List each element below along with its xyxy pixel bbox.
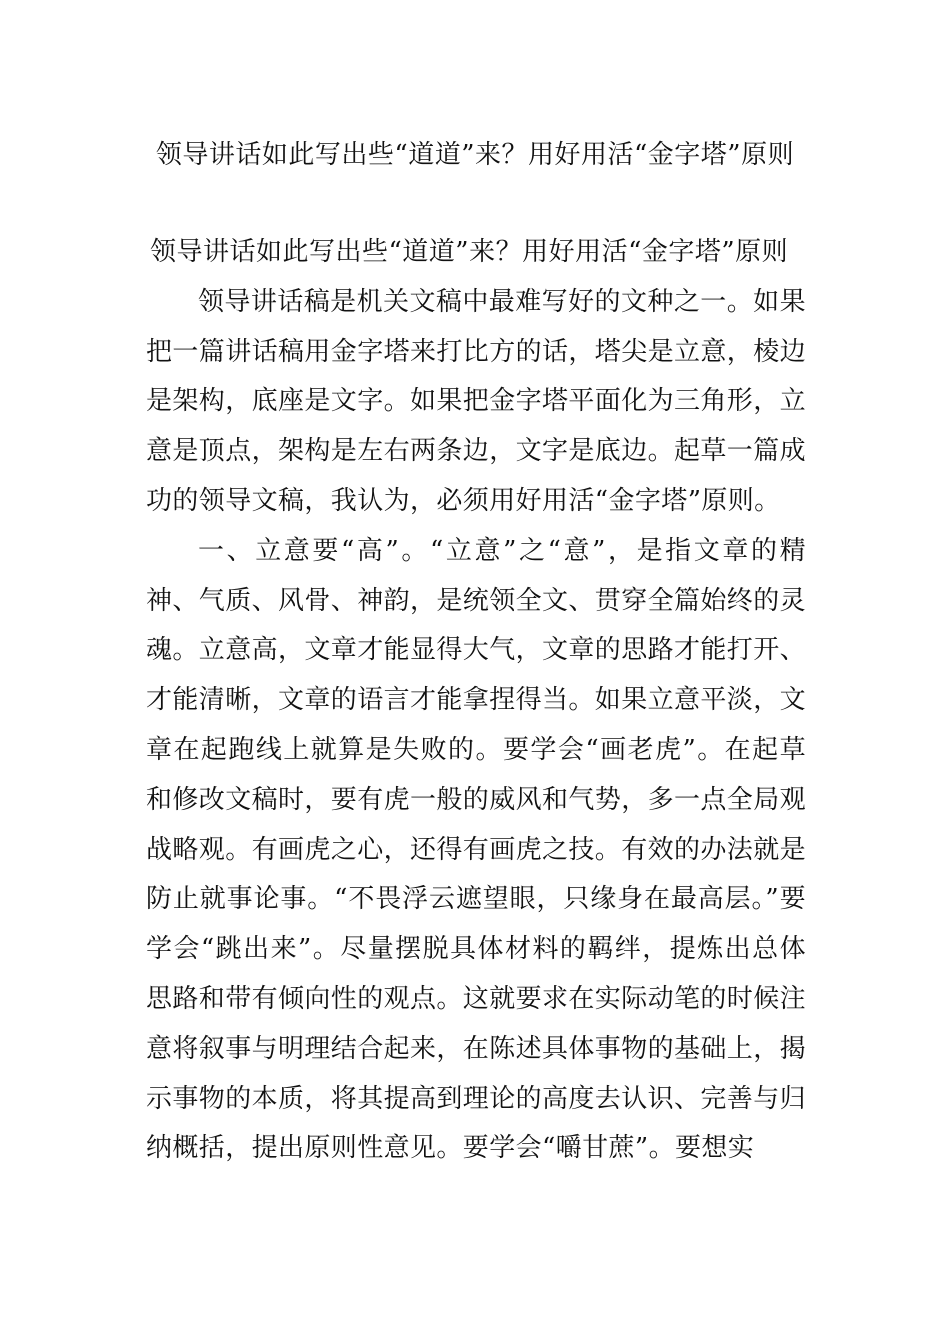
paragraph-intro: 领导讲话稿是机关文稿中最难写好的文种之一。如果把一篇讲话稿用金字塔来打比方的话，塔尖是立意，棱边是架构，底座是文字。如果把金字塔平面化为三角形，立意是顶点，架构是左右两条边，文字是底边。起草一篇成功的领导文稿，我认为，必须用好用活“金字塔”原则。 xyxy=(146,286,807,516)
paragraph-section-1: 一、立意要“高”。“立意”之“意”，是指文章的精神、气质、风骨、神韵，是统领全文、贯穿全篇始终的灵魂。立意高，文章才能显得大气，文章的思路才能打开、才能清晰，文章的语言才能拿捏得当。如果立意平淡，文章在起跑线上就算是失败的。要学会“画老虎”。在起草和修改文稿时，要有虎一般的威风和气势，多一点全局观战略观。有画虎之心，还得有画虎之技。有效的办法就是防止就事论事。“不畏浮云遮望眼，只缘身在最高层。”要学会“跳出来”。尽量摆脱具体材料的羁绊，提炼出总体思路和带有倾向性的观点。这就要求在实际动笔的时候注意将叙事与明理结合起来，在陈述具体事物的基础上，揭示事物的本质，将其提高到理论的高度去认识、完善与归纳概括，提出原则性意见。要学会“嚼甘蔗”。要想实 xyxy=(146,535,807,1164)
document-subtitle: 领导讲话如此写出些“道道”来？用好用活“金字塔”原则 xyxy=(150,237,789,267)
document-body xyxy=(146,228,806,1174)
document-title: 领导讲话如此写出些“道道”来？用好用活“金字塔”原则 xyxy=(155,140,795,170)
